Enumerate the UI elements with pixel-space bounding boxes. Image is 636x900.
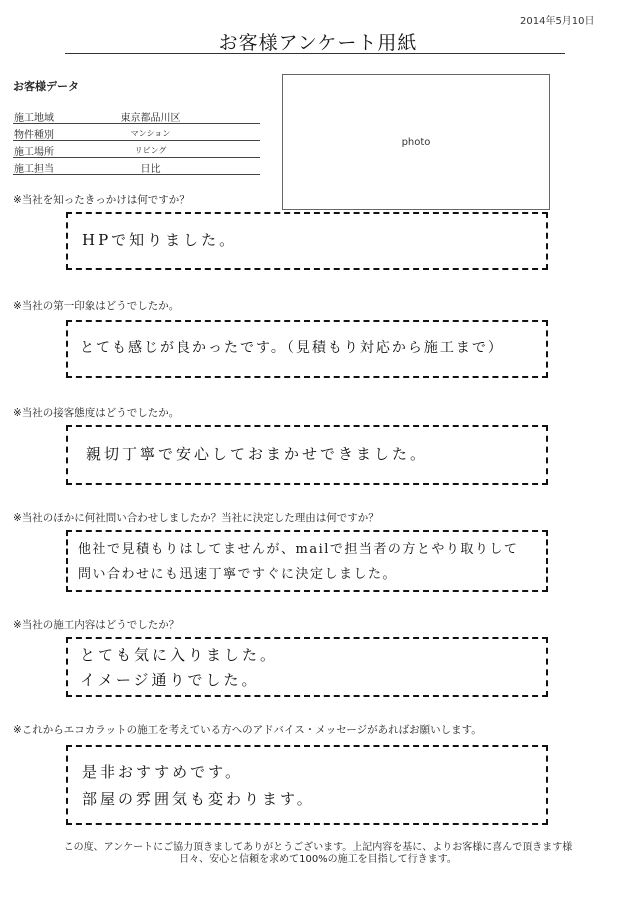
question-3: ※当社の接客態度はどうでしたか。 (13, 407, 180, 419)
footer-message (0, 842, 636, 866)
question-6: ※これからエコカラットの施工を考えている方へのアドバイス・メッセージがあればお願いします。 (13, 724, 482, 736)
question-2: ※当社の第一印象はどうでしたか。 (13, 300, 180, 312)
answer-4-line-2: 問い合わせにも迅速丁寧ですぐに決定しました。 (78, 567, 398, 582)
question-1: ※当社を知ったきっかけは何ですか？ (13, 194, 190, 206)
answer-box-4 (66, 530, 548, 592)
answer-6-line-2: 部屋の雰囲気も変わります。 (82, 790, 315, 808)
data-row-label: 施工場所 (14, 147, 54, 158)
data-row-label: 施工担当 (14, 164, 54, 175)
photo-label: photo (401, 137, 431, 148)
answer-box-3 (66, 425, 548, 485)
page-title: お客様アンケート用紙 (218, 32, 418, 54)
title-underline (65, 53, 565, 54)
data-row-value: リビング (134, 146, 167, 155)
customer-data-heading: お客様データ (13, 80, 79, 93)
answer-box-5 (66, 637, 548, 697)
data-row-staff (13, 158, 260, 175)
answer-5-line-2: イメージ通りでした。 (80, 671, 260, 689)
answer-2-line-1: とても感じが良かったです。（見積もり対応から施工まで） (80, 340, 504, 356)
data-row-location (13, 141, 260, 158)
data-row-value: 東京都品川区 (120, 113, 181, 124)
answer-4-line-1: 他社で見積もりはしてませんが、mailで担当者の方とやり取りして (78, 542, 519, 557)
answer-6-line-1: 是非おすすめです。 (82, 763, 243, 781)
answer-box-6 (66, 745, 548, 825)
photo-placeholder (282, 74, 550, 210)
data-row-area (13, 107, 260, 124)
footer-line-1: この度、アンケートにご協力頂きましてありがとうございます。上記内容を基に、よりお客様に喜んで頂きます様 (63, 842, 573, 853)
answer-1-line-1: HPで知りました。 (82, 231, 238, 249)
data-row-label: 物件種別 (14, 130, 54, 141)
data-row-label: 施工地域 (14, 113, 54, 124)
question-5: ※当社の施工内容はどうでしたか？ (13, 619, 180, 631)
data-row-value: マンション (130, 129, 171, 138)
survey-date: 2014年5月10日 (520, 16, 595, 27)
data-row-value: 日比 (140, 164, 161, 175)
data-row-property-type (13, 124, 260, 141)
question-4: ※当社のほかに何社問い合わせしましたか？当社に決定した理由は何ですか？ (13, 512, 379, 524)
footer-line-2: 日々、安心と信頼を求めて100%の施工を目指して行きます。 (179, 854, 457, 865)
answer-3-line-1: 親切丁寧で安心しておまかせできました。 (86, 445, 429, 463)
answer-box-1 (66, 212, 548, 270)
answer-box-2 (66, 320, 548, 378)
customer-data-table (13, 107, 260, 175)
answer-5-line-1: とても気に入りました。 (80, 646, 279, 664)
